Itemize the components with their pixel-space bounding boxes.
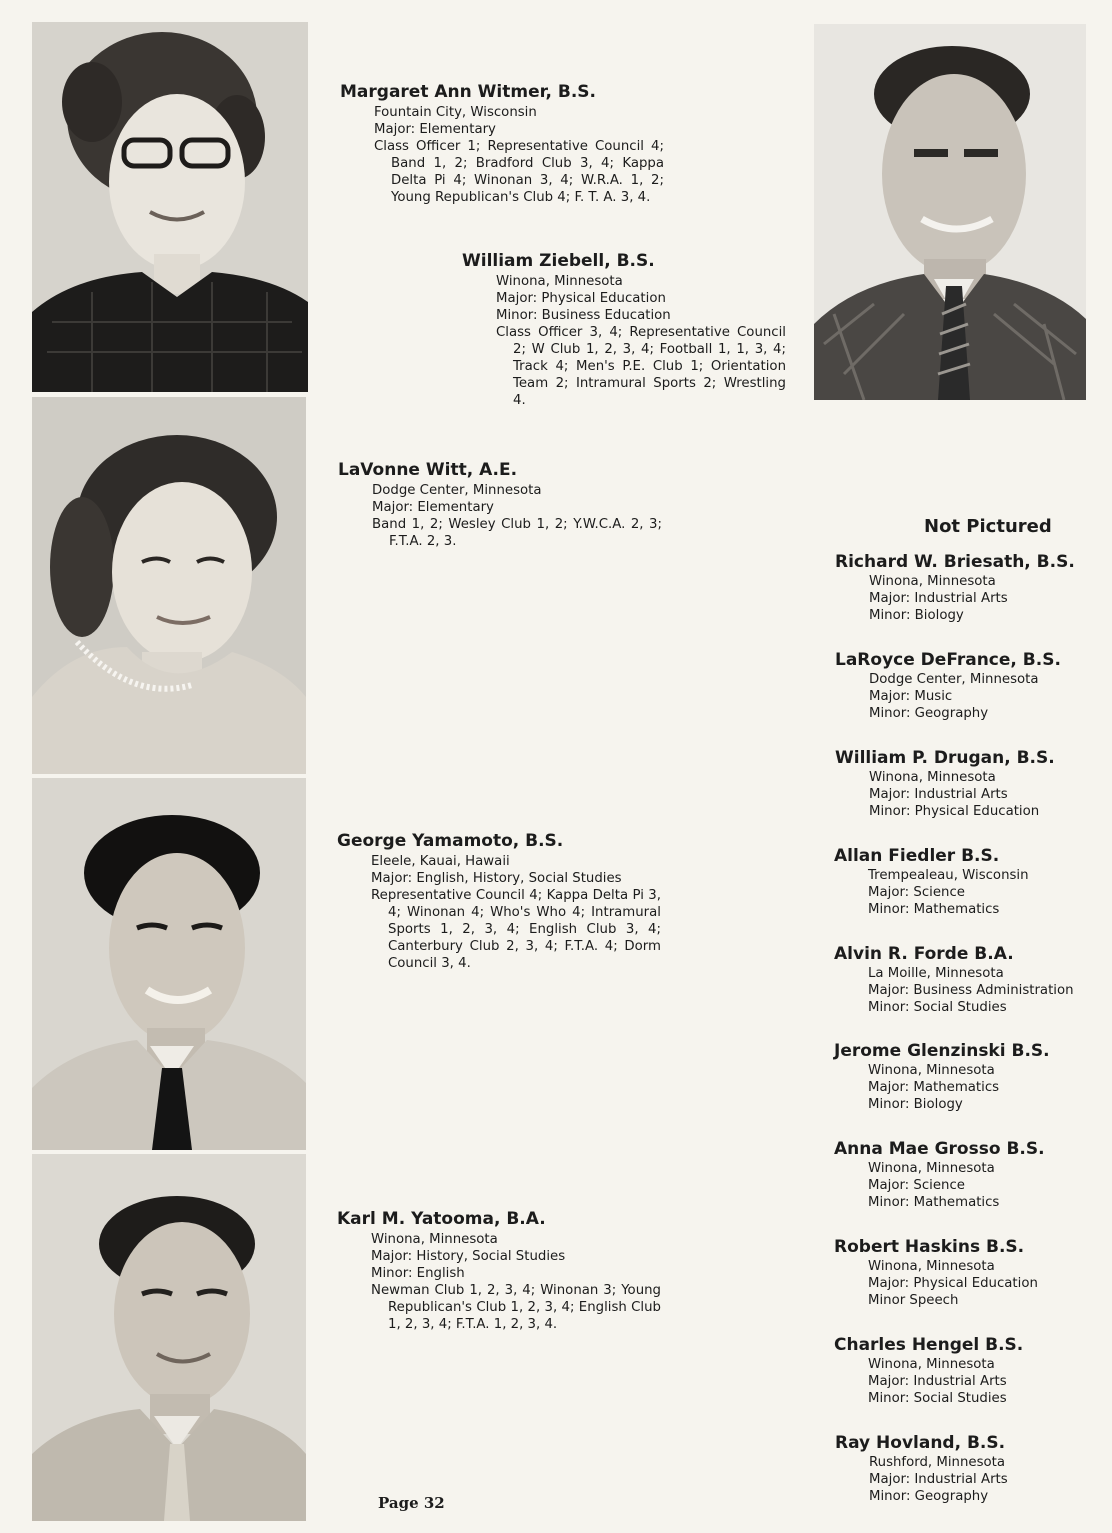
portrait-photo-witmer [32, 22, 308, 392]
not-pictured-major: Major: Science [868, 885, 965, 900]
not-pictured-name: Jerome Glenzinski B.S. [834, 1041, 1050, 1061]
not-pictured-major: Major: Business Administration [868, 983, 1074, 998]
not-pictured-major: Major: Industrial Arts [869, 787, 1008, 802]
entry-activities: Band 1, 2; Wesley Club 1, 2; Y.W.C.A. 2, 3; F.T.A. 2, 3. [372, 517, 662, 549]
not-pictured-major: Major: Music [869, 689, 953, 704]
portrait-ziebell-illustration [814, 24, 1086, 400]
entry-hometown: Fountain City, Wisconsin [374, 105, 537, 120]
entry-activities: Newman Club 1, 2, 3, 4; Winonan 3; Young Republican's Club 1, 2, 3, 4; English Club 1, 2, 3, 4; F.T.A. 1, 2, 3, 4. [371, 1283, 661, 1332]
not-pictured-item [835, 551, 1075, 624]
entry-major: Major: History, Social Studies [371, 1249, 566, 1264]
entry-major: Major: English, History, Social Studies [371, 871, 622, 886]
not-pictured-hometown: Winona, Minnesota [868, 1063, 995, 1078]
entry-activities: Representative Council 4; Kappa Delta Pi 3, 4; Winonan 4; Who's Who 4; Intramural Sports 1, 2, 3, 4; English Club 3, 4; Canterbury Club 2, 3, 4; F.T.A. 4; Dorm Council 3, 4. [371, 888, 661, 971]
not-pictured-hometown: Winona, Minnesota [869, 770, 996, 785]
not-pictured-major: Major: Science [868, 1178, 965, 1193]
entry-major: Major: Elementary [374, 122, 496, 137]
not-pictured-minor: Minor: Mathematics [868, 1195, 1000, 1210]
not-pictured-hometown: Winona, Minnesota [868, 1161, 995, 1176]
entry-witmer [340, 81, 664, 206]
entry-minor: Minor: Business Education [496, 308, 671, 323]
not-pictured-hometown: Trempealeau, Wisconsin [868, 868, 1029, 883]
not-pictured-item [834, 1334, 1023, 1407]
not-pictured-name: Alvin R. Forde B.A. [834, 944, 1014, 964]
not-pictured-hometown: Winona, Minnesota [869, 574, 996, 589]
entry-yamamoto [337, 830, 661, 972]
entry-hometown: Winona, Minnesota [371, 1232, 498, 1247]
not-pictured-item [834, 845, 1029, 918]
portrait-photo-ziebell [814, 24, 1086, 400]
not-pictured-major: Major: Industrial Arts [869, 591, 1008, 606]
not-pictured-minor: Minor Speech [868, 1293, 959, 1308]
not-pictured-hometown: Winona, Minnesota [868, 1259, 995, 1274]
portrait-yatooma-illustration [32, 1154, 306, 1521]
not-pictured-name: Richard W. Briesath, B.S. [835, 552, 1075, 572]
not-pictured-item [835, 1432, 1008, 1505]
not-pictured-item [834, 943, 1074, 1016]
entry-major: Major: Physical Education [496, 291, 666, 306]
portrait-photo-yamamoto [32, 778, 306, 1150]
entry-witt [338, 459, 662, 550]
not-pictured-major: Major: Industrial Arts [868, 1374, 1007, 1389]
not-pictured-hometown: La Moille, Minnesota [868, 966, 1004, 981]
not-pictured-minor: Minor: Mathematics [868, 902, 1000, 917]
portrait-witt-illustration [32, 397, 306, 774]
not-pictured-major: Major: Mathematics [868, 1080, 1000, 1095]
not-pictured-major: Major: Industrial Arts [869, 1472, 1008, 1487]
not-pictured-item [834, 1236, 1038, 1309]
page-number: Page 32 [378, 1494, 445, 1512]
entry-hometown: Eleele, Kauai, Hawaii [371, 854, 510, 869]
not-pictured-name: William P. Drugan, B.S. [835, 748, 1055, 768]
not-pictured-minor: Minor: Geography [869, 1489, 989, 1504]
not-pictured-hometown: Winona, Minnesota [868, 1357, 995, 1372]
entry-name: Margaret Ann Witmer, B.S. [340, 82, 596, 102]
entry-hometown: Dodge Center, Minnesota [372, 483, 542, 498]
not-pictured-name: Ray Hovland, B.S. [835, 1433, 1006, 1453]
not-pictured-minor: Minor: Biology [868, 1097, 963, 1112]
entry-major: Major: Elementary [372, 500, 494, 515]
not-pictured-minor: Minor: Geography [869, 706, 989, 721]
not-pictured-minor: Minor: Social Studies [868, 1000, 1007, 1015]
entry-hometown: Winona, Minnesota [496, 274, 623, 289]
portrait-photo-yatooma [32, 1154, 306, 1521]
entry-minor: Minor: English [371, 1266, 465, 1281]
not-pictured-minor: Minor: Physical Education [869, 804, 1040, 819]
entry-activities: Class Officer 3, 4; Representative Council 2; W Club 1, 2, 3, 4; Football 1, 1, 3, 4; Track 4; Men's P.E. Club 1; Orientation Team 2; Intramural Sports 2; Wrestling 4. [496, 325, 786, 408]
not-pictured-item [835, 747, 1055, 820]
not-pictured-hometown: Dodge Center, Minnesota [869, 672, 1039, 687]
not-pictured-minor: Minor: Biology [869, 608, 964, 623]
not-pictured-item [834, 1040, 1050, 1113]
not-pictured-heading: Not Pictured [924, 516, 1052, 537]
not-pictured-item [834, 1138, 1045, 1211]
entry-yatooma [337, 1208, 661, 1333]
entry-name: LaVonne Witt, A.E. [338, 460, 518, 480]
portrait-witmer-illustration [32, 22, 308, 392]
not-pictured-major: Major: Physical Education [868, 1276, 1038, 1291]
entry-ziebell [462, 250, 786, 409]
entry-activities: Class Officer 1; Representative Council 4; Band 1, 2; Bradford Club 3, 4; Kappa Delta Pi 4; Winonan 3, 4; W.R.A. 1, 2; Young Republican's Club 4; F. T. A. 3, 4. [374, 139, 664, 205]
portrait-yamamoto-illustration [32, 778, 306, 1150]
entry-name: William Ziebell, B.S. [462, 251, 655, 271]
not-pictured-name: LaRoyce DeFrance, B.S. [835, 650, 1061, 670]
not-pictured-hometown: Rushford, Minnesota [869, 1455, 1005, 1470]
not-pictured-name: Allan Fiedler B.S. [834, 846, 1000, 866]
not-pictured-name: Charles Hengel B.S. [834, 1335, 1024, 1355]
not-pictured-name: Robert Haskins B.S. [834, 1237, 1025, 1257]
entry-name: George Yamamoto, B.S. [337, 831, 564, 851]
not-pictured-item [835, 649, 1061, 722]
not-pictured-minor: Minor: Social Studies [868, 1391, 1007, 1406]
entry-name: Karl M. Yatooma, B.A. [337, 1209, 546, 1229]
portrait-photo-witt [32, 397, 306, 774]
not-pictured-name: Anna Mae Grosso B.S. [834, 1139, 1045, 1159]
